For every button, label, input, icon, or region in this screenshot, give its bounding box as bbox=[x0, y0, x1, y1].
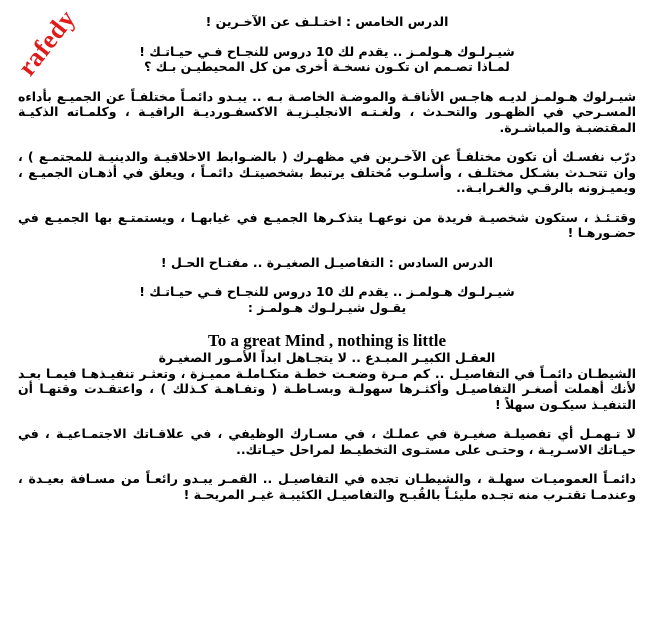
lesson6-para1-text: الشيطـان دائمـاً في التفاصيـل .. كم مـرة وضعـت خطـة متكـاملـة مميـزة ، وتعثـر تنفيـذهـا فيمـا بعـد لأنك أهملت أصغـر التفاصيـل وأكثـرها سهولـة وبسـاطـة ( وتفـاهـة كـذلك ) ، واعتقـدت وقتهـا أن التنفيـذ سيكـون سهلاً ! bbox=[18, 365, 636, 412]
lesson5-paragraph-3 bbox=[18, 210, 636, 241]
lesson6-series-line: شيـرلـوك هـولمـز .. يقدم لك 10 دروس للنجـاح فـي حيـاتـك ! bbox=[139, 284, 515, 299]
lesson5-question-line: لمـاذا تصـمم ان تكـون نسخـة أخرى من كل المحيطيـن بـك ؟ bbox=[144, 59, 510, 74]
motto-english: To a great Mind , nothing is little bbox=[207, 331, 447, 350]
lesson5-paragraph-2 bbox=[18, 149, 636, 196]
lesson5-para2-text: درّب نفسـك أن تكون مختلفـاً عن الآخـرين في مظهـرك ( بالضـوابط الاخلاقيـة والدينيـة للمجتمـع ) ، وان تتحـدث بشـكل مختلـف ، وأسلـوب مُختلف يرتبط بشخصيتـك دائمـاً ، ويعلق في أذهـان الجميـع ، ويميـزونه بالرقـي والغـرابـة.. bbox=[18, 149, 636, 195]
lesson6-paragraph-1 bbox=[18, 366, 636, 413]
lesson5-series-line: شيـرلـوك هـولمـز .. يقدم لك 10 دروس للنجـاح فـي حيـاتـك ! bbox=[139, 43, 515, 59]
watermark-rafedy: rafedy bbox=[12, 4, 82, 82]
lesson5-para1-text: شيـرلوك هـولمـز لديـه هاجـس الأناقـة والموضـة الخاصـة بـه .. يبـدو دائمـاً مختلفـاً عن الجميـع بأداءه المسـرحي في الظهـور والتحـدث ، ولغـتـه الانجليـزيـة الاكسفـورديـة الراقيـة ، وكلمـاته الذكيـة المقتضبـة والمباشـرة. bbox=[18, 88, 636, 135]
lesson6-para2-text: لا تـهمـل أي تفصيلـة صغيـرة في عملـك ، في مسـارك الوظيفي ، في علاقـاتك الاجتمـاعيـة ، في حيـاتك الاسـريـة ، وحتـى على مستـوى التخطيـط لمراحل حيـاتك.. bbox=[18, 426, 636, 457]
lesson5-para3-text: وقتـئـذ ، ستكون شخصيـة فريدة من نوعهـا يتذكـرها الجميـع في غيابهـا ، ويستمتـع بها الجميـع في حضـورهـا ! bbox=[18, 209, 636, 240]
lesson5-title: الدرس الخامس : اختـلـف عن الآخـرين ! bbox=[205, 14, 449, 29]
lesson6-says-line: يقـول شيـرلـوك هـولمـز : bbox=[247, 299, 407, 315]
lesson6-intro-block bbox=[18, 284, 636, 315]
lesson6-title: الدرس السادس : التفاصيـل الصغيـرة .. مفتـاح الحـل ! bbox=[160, 254, 494, 270]
lesson6-paragraph-2 bbox=[18, 426, 636, 457]
lesson5-paragraph-1 bbox=[18, 89, 636, 136]
motto-block bbox=[18, 331, 636, 366]
lesson5-heading-block bbox=[18, 14, 636, 30]
motto-arabic: العقـل الكبيـر المبـدع .. لا يتجـاهل ابداً الأمـور الصغيـرة bbox=[158, 350, 496, 365]
lesson5-intro-block bbox=[18, 44, 636, 75]
article-body bbox=[18, 14, 636, 502]
lesson6-heading-block bbox=[18, 255, 636, 271]
lesson6-paragraph-3 bbox=[18, 471, 636, 502]
lesson6-para3-text: دائمـاً العموميـات سهلـة ، والشيطـان تجده في التفاصيـل .. القمـر يبـدو رائعـاً من مسـافة بعيـدة ، وعندمـا تقتـرب منه تجـده مليئـاً بالقُبـح والتفاصيـل الكئيبـة غيـر المريحـة ! bbox=[18, 471, 636, 502]
